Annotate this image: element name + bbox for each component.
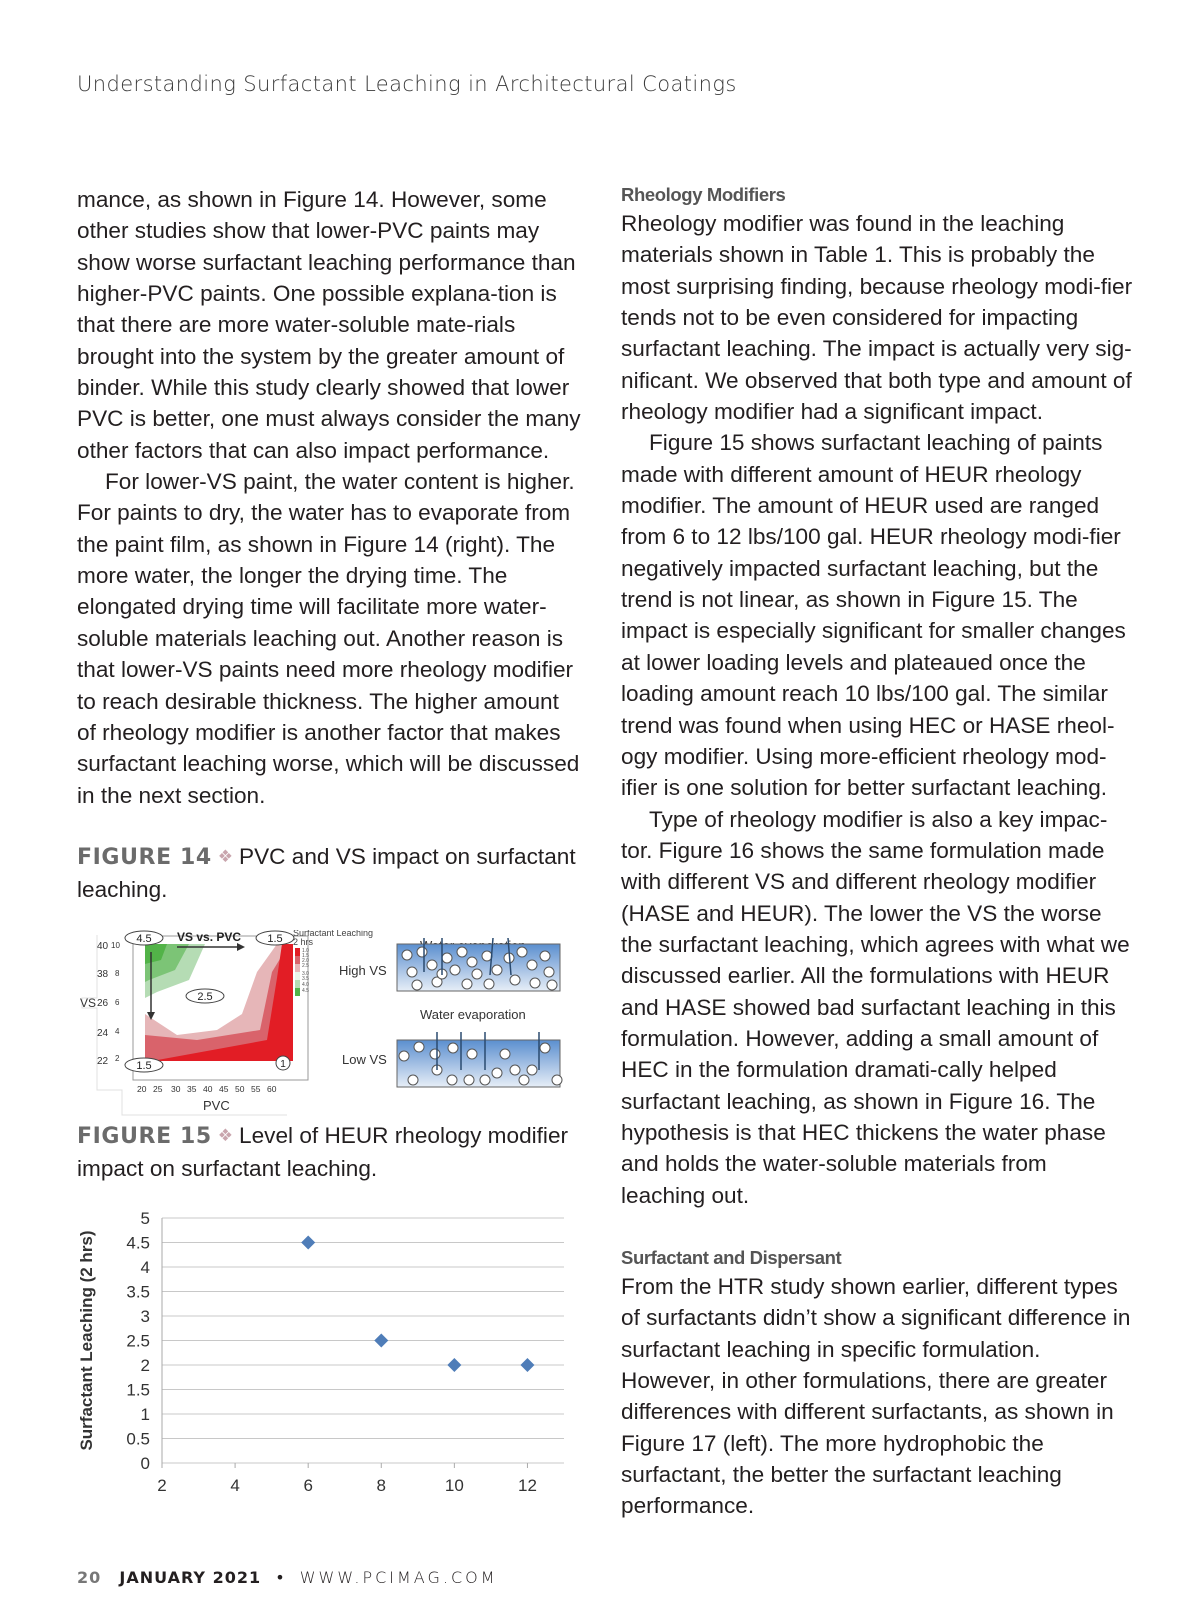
paragraph: For lower-VS paint, the water content is higher. For paints to dry, the water has to evaporate from the paint film, as shown in Figure 14 (right). The more water, the longer the drying time. The elongated drying time will facilitate more water-soluble materials leaching out. Another reason is that lower-VS paints need more rheology modifier to reach desirable thickness. The higher amount of rheology modifier is another factor that makes surfactant leaching worse, which will be discussed in the next section.: [77, 469, 580, 808]
svg-text:40: 40: [97, 941, 109, 952]
svg-text:2.5: 2.5: [197, 991, 213, 1003]
diamond-bullet-icon: ❖: [217, 1126, 234, 1145]
svg-text:3: 3: [140, 1307, 150, 1326]
issue-date: JANUARY 2021: [119, 1568, 262, 1587]
svg-text:6: 6: [303, 1476, 313, 1495]
svg-text:50: 50: [235, 1084, 245, 1094]
svg-text:4: 4: [230, 1476, 240, 1495]
paragraph: Type of rheology modifier is also a key impac-tor. Figure 16 shows the same formulation made with different VS and different rheology modifier (HASE and HEUR). The lower the VS the worse the surfactant leaching, which agrees with what we discussed earlier. All the formulations with HEUR and HASE showed bad surfactant leaching in this formulation. However, adding a small amount of HEC in the formulation dramati-cally helped surfactant leaching, as shown in Figure 16. The hypothesis is that HEC thickens the water phase and holds the water-soluble materials from leaching out.: [621, 806, 1130, 1208]
figure-14-caption: [77, 841, 582, 905]
svg-text:1.5: 1.5: [126, 1380, 150, 1400]
svg-text:25: 25: [153, 1084, 163, 1094]
x-axis-label: PVC: [203, 1098, 230, 1113]
website-link[interactable]: WWW.PCIMAG.COM: [299, 1568, 498, 1587]
svg-text:1.0: 1.0: [302, 948, 309, 954]
figure-15-caption-block: [77, 1120, 582, 1184]
svg-text:8: 8: [115, 969, 120, 978]
paragraph: Figure 15 shows surfactant leaching of paints made with different amount of HEUR rheology modifier. The amount of HEUR used are ranged from 6 to 12 lbs/100 gal. HEUR rheology modi-fier negatively impacted surfactant leaching, but the trend is not linear, as shown in Figure 15. The impact is especially significant for smaller changes at lower loading levels and plateaued once the loading amount reach 10 lbs/100 gal. The similar trend was found when using HEC or HASE rheol-ogy modifier. Using more-efficient rheology mod-ifier is one solution for better surfactant leaching.: [621, 430, 1126, 801]
svg-text:4: 4: [140, 1258, 150, 1277]
svg-text:4: 4: [115, 1027, 120, 1036]
section-heading-rheology: Rheology Modifiers: [621, 184, 786, 205]
paragraph: From the HTR study shown earlier, different types of surfactants didn’t show a significant difference in surfactant leaching in specific formulation. However, in other formulations, there are greater differences with different surfactants, as shown in Figure 17 (left). The more hydrophobic the surfactant, the better the surfactant leaching performance.: [621, 1274, 1131, 1519]
svg-text:40: 40: [203, 1084, 213, 1094]
page-number: 20: [77, 1568, 102, 1587]
figure-15-caption-text: Level of HEUR rheology modifier impact on surfactant leaching.: [77, 1123, 569, 1181]
svg-text:38: 38: [97, 969, 109, 980]
data-point-diamond: [447, 1358, 461, 1372]
figure-14: [77, 930, 597, 1130]
svg-text:3.0: 3.0: [302, 971, 309, 977]
svg-text:1: 1: [140, 1405, 150, 1424]
svg-text:4.5: 4.5: [126, 1233, 150, 1253]
data-point-diamond: [301, 1236, 315, 1250]
svg-text:3.5: 3.5: [302, 976, 309, 982]
svg-text:2: 2: [157, 1476, 167, 1495]
svg-text:10: 10: [111, 941, 120, 950]
contour-title: VS vs. PVC: [177, 930, 242, 944]
svg-text:Surfactant Leaching (2 hrs): Surfactant Leaching (2 hrs): [77, 1230, 96, 1451]
section-heading-surfactant: Surfactant and Dispersant: [621, 1247, 842, 1268]
low-vs-label: Low VS: [342, 1052, 387, 1067]
footer-separator: •: [275, 1568, 286, 1587]
svg-text:60: 60: [267, 1084, 277, 1094]
svg-text:2.5: 2.5: [126, 1331, 150, 1351]
svg-text:45: 45: [219, 1084, 229, 1094]
svg-text:2: 2: [115, 1054, 120, 1063]
svg-text:22: 22: [97, 1056, 109, 1067]
svg-text:8: 8: [376, 1476, 387, 1495]
figure-14-label: FIGURE 14: [77, 844, 212, 870]
svg-text:2.0: 2.0: [302, 958, 309, 964]
svg-text:2.5: 2.5: [302, 963, 309, 969]
svg-text:4.0: 4.0: [302, 982, 309, 988]
svg-text:0.5: 0.5: [126, 1429, 150, 1449]
paragraph: Rheology modifier was found in the leaching materials shown in Table 1. This is probably the most surprising finding, because rheology modi-fier tends not to be even considered for impacting surfactant leaching. The impact is actually very sig-nificant. We observed that both type and amount of rheology modifier had a significant impact.: [621, 211, 1133, 425]
svg-text:30: 30: [171, 1084, 181, 1094]
water-evaporation-label-2: Water evaporation: [420, 1007, 526, 1022]
right-column: [621, 184, 1136, 1522]
figure-14-contour-and-schematic: [77, 930, 597, 1130]
figure-15-chart: [77, 1210, 597, 1540]
figure-15-caption: [77, 1120, 582, 1184]
svg-text:Surfactant Leaching: Surfactant Leaching: [293, 930, 374, 938]
svg-text:26: 26: [97, 998, 109, 1009]
svg-text:0: 0: [140, 1454, 150, 1473]
svg-text:55: 55: [251, 1084, 261, 1094]
svg-text:35: 35: [187, 1084, 197, 1094]
svg-text:10: 10: [444, 1476, 464, 1495]
page-footer: [77, 1568, 498, 1587]
svg-text:4.5: 4.5: [302, 988, 309, 994]
svg-text:1.5: 1.5: [136, 1060, 152, 1072]
high-vs-label: High VS: [339, 963, 387, 978]
svg-text:12: 12: [517, 1476, 537, 1495]
svg-text:VS: VS: [80, 996, 97, 1010]
svg-text:5: 5: [140, 1210, 150, 1228]
paragraph: mance, as shown in Figure 14. However, some other studies show that lower-PVC paints may show worse surfactant leaching performance than higher-PVC paints. One possible explana-tion is that there are more water-soluble mate-rials brought into the system by the greater amount of binder. While this study clearly showed that lower PVC is better, one must always consider the many other factors that can also impact performance.: [77, 187, 581, 463]
svg-text:3.5: 3.5: [126, 1282, 150, 1302]
svg-text:6: 6: [115, 998, 120, 1007]
svg-text:20: 20: [137, 1084, 147, 1094]
figure-15-label: FIGURE 15: [77, 1124, 212, 1149]
svg-text:1.5: 1.5: [302, 953, 309, 959]
figure-14-caption-text: PVC and VS impact on surfactant leaching.: [77, 843, 576, 902]
svg-text:4.5: 4.5: [136, 933, 152, 945]
left-column: [77, 184, 582, 905]
svg-text:24: 24: [97, 1028, 109, 1039]
svg-text:1.5: 1.5: [267, 933, 283, 945]
diamond-bullet-icon: ❖: [217, 846, 234, 866]
data-point-diamond: [520, 1358, 534, 1372]
data-point-diamond: [374, 1334, 388, 1348]
svg-text:2 hrs: 2 hrs: [293, 937, 314, 947]
svg-text:2: 2: [140, 1356, 150, 1375]
scatter-chart: [77, 1210, 597, 1540]
running-head: Understanding Surfactant Leaching in Architectural Coatings: [77, 72, 737, 96]
svg-text:1: 1: [280, 1059, 286, 1070]
